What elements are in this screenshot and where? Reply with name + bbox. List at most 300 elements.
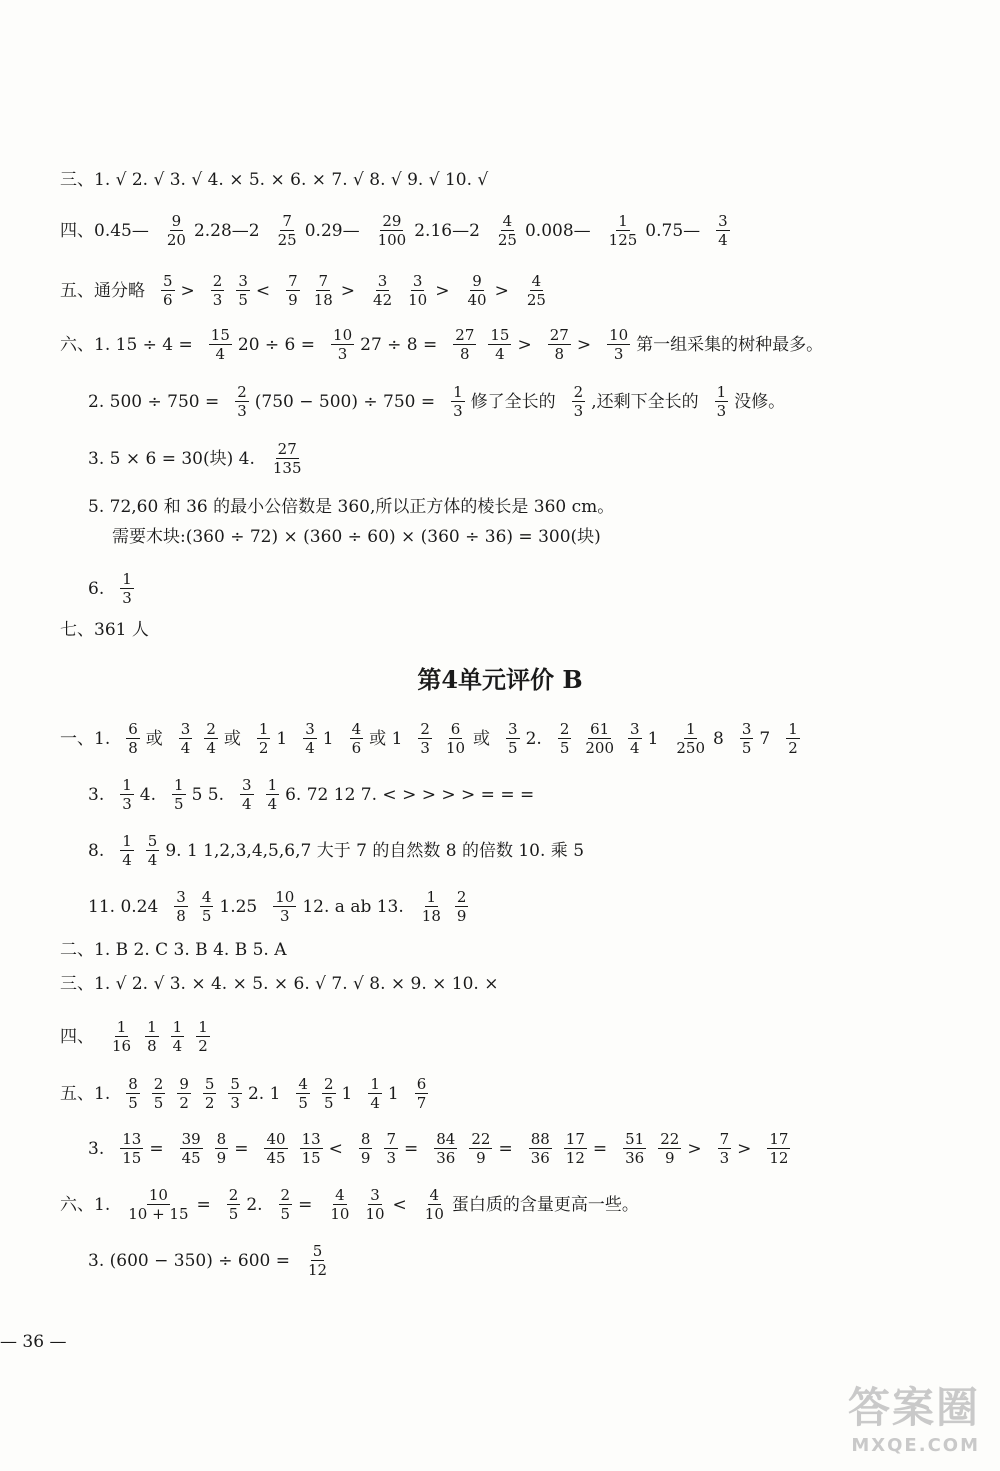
fraction-numerator: 3	[180, 720, 191, 738]
answer-text: 或	[223, 728, 241, 749]
fraction-numerator: 15	[490, 326, 510, 344]
fraction-denominator: 12	[769, 1149, 789, 1167]
answer-text: 0.29—	[304, 220, 360, 241]
answer-text: 2.16—2	[414, 220, 480, 241]
answer-text: 0.008—	[524, 220, 591, 241]
fraction-denominator: 4	[718, 231, 728, 249]
answer-line	[60, 326, 1000, 363]
answer-text: >	[576, 334, 592, 355]
fraction	[209, 326, 232, 363]
answer-text: 9. 1 1,2,3,4,5,6,7 大于 7 的自然数 8 的倍数 10. 乘 5	[165, 840, 585, 861]
answer-line	[88, 1130, 1000, 1167]
fraction-numerator: 5	[230, 1075, 240, 1093]
answer-text: 六、1. 15 ÷ 4 =	[60, 334, 193, 355]
fraction-denominator: 36	[625, 1149, 645, 1167]
fraction-numerator: 10	[333, 326, 353, 344]
fraction-denominator: 18	[421, 907, 441, 925]
answer-text: >	[494, 280, 509, 301]
fraction-numerator: 84	[436, 1130, 456, 1148]
fraction-numerator: 7	[719, 1130, 730, 1148]
fraction	[488, 326, 511, 363]
fraction	[152, 1075, 166, 1112]
fraction	[786, 720, 800, 757]
fraction-denominator: 4	[242, 795, 252, 813]
fraction	[506, 720, 520, 757]
fraction-denominator: 4	[180, 739, 191, 757]
fraction	[376, 212, 409, 249]
fraction-denominator: 20	[166, 231, 186, 249]
answer-line	[60, 720, 1000, 757]
fraction-numerator: 2	[456, 888, 467, 906]
fraction	[196, 1018, 210, 1055]
fraction	[674, 720, 707, 757]
fraction-numerator: 4	[502, 212, 513, 230]
fraction	[266, 776, 280, 813]
fraction	[331, 326, 354, 363]
fraction	[418, 720, 432, 757]
fraction	[172, 776, 186, 813]
fraction-denominator: 5	[128, 1094, 138, 1112]
fraction	[203, 1075, 217, 1112]
fraction-denominator: 4	[206, 739, 216, 757]
fraction-denominator: 9	[216, 1149, 227, 1167]
fraction-numerator: 4	[335, 1186, 345, 1204]
fraction-denominator: 2	[204, 1094, 215, 1112]
fraction	[306, 1242, 329, 1279]
fraction-numerator: 15	[210, 326, 230, 344]
fraction	[300, 1130, 323, 1167]
fraction-denominator: 9	[664, 1149, 675, 1167]
fraction-numerator: 13	[122, 1130, 142, 1148]
fraction-numerator: 6	[450, 720, 461, 738]
fraction-denominator: 5	[201, 907, 212, 925]
fraction	[126, 720, 140, 757]
answer-line	[88, 440, 1000, 477]
fraction-numerator: 8	[216, 1130, 227, 1148]
answer-line	[60, 1186, 1000, 1223]
answer-line	[60, 272, 1000, 309]
fraction-denominator: 3	[212, 291, 223, 309]
fraction-denominator: 200	[585, 739, 615, 757]
fraction-numerator: 1	[172, 1018, 183, 1036]
fraction-denominator: 4	[215, 345, 226, 363]
fraction-denominator: 7	[416, 1094, 427, 1112]
fraction-denominator: 3	[386, 1149, 396, 1167]
fraction-numerator: 1	[122, 570, 132, 588]
fraction-denominator: 15	[122, 1149, 142, 1167]
fraction	[469, 1130, 492, 1167]
fraction-numerator: 1	[788, 720, 798, 738]
fraction-numerator: 9	[179, 1075, 189, 1093]
fraction-denominator: 9	[476, 1149, 486, 1167]
fraction-denominator: 5	[153, 1094, 164, 1112]
answer-text: 5. 72,60 和 36 的最小公倍数是 360,所以正方体的棱长是 360 cm。	[88, 497, 615, 517]
fraction-numerator: 22	[471, 1130, 491, 1148]
fraction-denominator: 3	[337, 345, 348, 363]
answer-text: 3. (600 − 350) ÷ 600 =	[88, 1250, 290, 1271]
answer-text: 12. a ab 13.	[302, 896, 404, 917]
fraction-denominator: 5	[508, 739, 518, 757]
answer-text: 四、0.45—	[60, 220, 149, 241]
fraction-denominator: 10	[330, 1205, 350, 1223]
answer-line	[60, 1075, 1000, 1112]
fraction	[165, 212, 188, 249]
answer-line	[88, 776, 1000, 813]
answer-line	[88, 497, 1000, 517]
fraction-numerator: 1	[258, 720, 269, 738]
fraction	[623, 1130, 646, 1167]
fraction-denominator: 2	[788, 739, 798, 757]
fraction	[548, 326, 571, 363]
fraction	[415, 1075, 429, 1112]
answer-text: 4.	[139, 784, 157, 805]
fraction	[174, 888, 188, 925]
answer-text: >	[435, 280, 450, 301]
fraction-numerator: 3	[508, 720, 518, 738]
fraction-numerator: 7	[318, 272, 328, 290]
fraction-denominator: 4	[370, 1094, 380, 1112]
fraction-numerator: 3	[412, 272, 423, 290]
fraction-denominator: 8	[128, 739, 138, 757]
fraction	[350, 720, 364, 757]
fraction	[715, 383, 729, 420]
answer-text: 1	[341, 1083, 353, 1104]
answer-text: 需要木块:(360 ÷ 72) × (360 ÷ 60) × (360 ÷ 36) = 300(块)	[112, 527, 601, 547]
answer-text: 6. 72 12 7. < > > > > = = =	[285, 784, 535, 805]
answer-text: =	[498, 1138, 513, 1159]
fraction	[276, 212, 299, 249]
answer-text: 2.	[525, 728, 542, 749]
fraction-numerator: 27	[277, 440, 297, 458]
fraction-denominator: 36	[530, 1149, 550, 1167]
fraction	[236, 272, 250, 309]
answer-line	[112, 527, 1000, 547]
fraction-numerator: 3	[305, 720, 315, 738]
fraction-denominator: 16	[112, 1037, 132, 1055]
fraction-numerator: 1	[685, 720, 696, 738]
fraction-denominator: 2	[179, 1094, 189, 1112]
watermark-logo-text: 答案圈	[847, 1383, 980, 1432]
fraction-denominator: 5	[741, 739, 752, 757]
answer-text: 3.	[88, 1138, 105, 1159]
answer-text: 7	[759, 728, 771, 749]
fraction-numerator: 9	[472, 272, 482, 290]
fraction-denominator: 125	[608, 231, 638, 249]
fraction-denominator: 4	[305, 739, 315, 757]
section-heading: 第4单元评价 B	[417, 665, 583, 694]
fraction-denominator: 40	[467, 291, 487, 309]
fraction-denominator: 4	[147, 851, 158, 869]
fraction-denominator: 3	[237, 402, 247, 420]
fraction-denominator: 250	[676, 739, 706, 757]
fraction-denominator: 12	[565, 1149, 585, 1167]
fraction-denominator: 9	[288, 291, 298, 309]
fraction-numerator: 5	[312, 1242, 323, 1260]
answer-text: 6.	[88, 578, 105, 599]
answer-text: 0.75—	[645, 220, 701, 241]
answer-text: 五、1.	[60, 1083, 111, 1104]
fraction-numerator: 51	[625, 1130, 645, 1148]
fraction-numerator: 2	[323, 1075, 334, 1093]
fraction-numerator: 1	[267, 776, 278, 794]
fraction-numerator: 4	[201, 888, 212, 906]
fraction-numerator: 6	[416, 1075, 427, 1093]
fraction	[161, 272, 175, 309]
watermark	[848, 1375, 980, 1456]
fraction	[227, 1186, 241, 1223]
fraction-numerator: 1	[426, 888, 437, 906]
fraction-denominator: 3	[716, 402, 727, 420]
fraction	[363, 1186, 386, 1223]
fraction	[120, 832, 134, 869]
fraction	[303, 720, 317, 757]
fraction-denominator: 100	[377, 231, 407, 249]
fraction	[496, 212, 519, 249]
fraction	[211, 272, 225, 309]
fraction-numerator: 5	[163, 272, 173, 290]
fraction-numerator: 3	[630, 720, 640, 738]
answer-text: 1	[387, 1083, 399, 1104]
fraction	[564, 1130, 587, 1167]
fraction	[767, 1130, 790, 1167]
answer-text: 修了全长的	[470, 391, 556, 412]
fraction-numerator: 13	[301, 1130, 321, 1148]
fraction	[444, 720, 467, 757]
fraction-numerator: 10	[275, 888, 295, 906]
fraction-numerator: 2	[280, 1186, 291, 1204]
fraction	[423, 1186, 446, 1223]
answer-line	[60, 620, 1000, 640]
fraction-denominator: 4	[172, 1037, 183, 1055]
fraction	[558, 720, 572, 757]
answer-text: 3.	[88, 784, 105, 805]
fraction	[465, 272, 488, 309]
watermark-url: MXQE.COM	[851, 1435, 980, 1456]
fraction	[120, 1130, 143, 1167]
fraction-denominator: 9	[456, 907, 467, 925]
fraction	[368, 1075, 382, 1112]
answer-text: 蛋白质的含量更高一些。	[451, 1194, 639, 1215]
fraction-numerator: 4	[298, 1075, 308, 1093]
answer-line	[60, 940, 1000, 960]
answer-text: >	[517, 334, 532, 355]
fraction-numerator: 2	[559, 720, 570, 738]
answer-text: 或 1	[369, 728, 403, 749]
fraction-numerator: 27	[455, 326, 475, 344]
answer-line	[88, 832, 1000, 869]
fraction-numerator: 1	[618, 212, 628, 230]
answer-text: 2.28—2	[193, 220, 260, 241]
fraction	[228, 1075, 242, 1112]
fraction-denominator: 5	[228, 1205, 239, 1223]
fraction-denominator: 4	[267, 795, 278, 813]
answer-line	[60, 1018, 1000, 1055]
answer-text: 五、通分略	[60, 280, 145, 301]
fraction	[179, 720, 193, 757]
fraction	[145, 1018, 159, 1055]
fraction-numerator: 2	[237, 383, 247, 401]
fraction	[658, 1130, 681, 1167]
fraction-denominator: 10	[408, 291, 428, 309]
fraction	[716, 212, 730, 249]
fraction-denominator: 6	[163, 291, 173, 309]
fraction	[312, 272, 335, 309]
answer-text: 四、	[60, 1026, 94, 1047]
fraction-denominator: 5	[323, 1094, 334, 1112]
fraction	[583, 720, 616, 757]
fraction	[455, 888, 469, 925]
fraction-denominator: 3	[420, 739, 430, 757]
answer-text: 没修。	[734, 391, 786, 412]
fraction-numerator: 3	[718, 212, 728, 230]
answer-text: 1.25	[219, 896, 258, 917]
answer-line	[88, 888, 1000, 925]
fraction	[406, 272, 429, 309]
fraction	[371, 272, 394, 309]
fraction-numerator: 4	[351, 720, 362, 738]
fraction	[607, 326, 630, 363]
fraction	[120, 570, 134, 607]
fraction-numerator: 3	[370, 1186, 380, 1204]
fraction	[126, 1186, 190, 1223]
fraction-numerator: 17	[565, 1130, 585, 1148]
fraction	[740, 720, 754, 757]
answer-text: =	[298, 1194, 313, 1215]
fraction-numerator: 10	[609, 326, 629, 344]
fraction-numerator: 1	[116, 1018, 127, 1036]
fraction	[177, 1075, 191, 1112]
fraction-denominator: 135	[272, 459, 302, 477]
fraction	[420, 888, 443, 925]
fraction-denominator: 45	[181, 1149, 201, 1167]
answer-text: (750 − 500) ÷ 750 =	[254, 391, 436, 412]
answer-text: 3. 5 × 6 = 30(块) 4.	[88, 448, 255, 469]
answer-text: 11. 0.24	[88, 896, 159, 917]
fraction-numerator: 2	[573, 383, 584, 401]
fraction-denominator: 10	[445, 739, 466, 757]
fraction-denominator: 18	[313, 291, 333, 309]
fraction-numerator: 5	[204, 1075, 215, 1093]
fraction-numerator: 2	[228, 1186, 239, 1204]
fraction	[240, 776, 254, 813]
fraction-numerator: 3	[377, 272, 388, 290]
fraction-denominator: 4	[495, 345, 505, 363]
fraction-denominator: 5	[238, 291, 248, 309]
fraction-denominator: 3	[122, 795, 132, 813]
fraction	[607, 212, 640, 249]
fraction	[286, 272, 300, 309]
answer-line	[60, 974, 1000, 994]
fraction	[453, 326, 476, 363]
answer-line	[88, 570, 1000, 607]
fraction-denominator: 4	[630, 739, 640, 757]
fraction-numerator: 3	[238, 272, 248, 290]
fraction-numerator: 39	[181, 1130, 201, 1148]
fraction-denominator: 25	[277, 231, 297, 249]
fraction-numerator: 17	[769, 1130, 789, 1148]
answer-text: =	[149, 1138, 164, 1159]
fraction	[264, 1130, 287, 1167]
fraction-denominator: 10 + 15	[128, 1205, 189, 1223]
fraction-numerator: 8	[128, 1075, 138, 1093]
fraction	[215, 1130, 229, 1167]
fraction-denominator: 3	[280, 907, 290, 925]
fraction-denominator: 8	[554, 345, 565, 363]
answer-line	[60, 170, 1000, 190]
fraction	[273, 888, 296, 925]
fraction	[271, 440, 304, 477]
fraction-numerator: 4	[531, 272, 542, 290]
fraction-numerator: 1	[122, 832, 132, 850]
fraction-numerator: 2	[420, 720, 430, 738]
fraction-denominator: 3	[719, 1149, 730, 1167]
fraction-denominator: 4	[122, 851, 132, 869]
fraction-numerator: 10	[148, 1186, 168, 1204]
fraction	[434, 1130, 457, 1167]
answer-text: 5 5.	[191, 784, 225, 805]
fraction-denominator: 3	[613, 345, 624, 363]
fraction-numerator: 5	[147, 832, 158, 850]
fraction	[279, 1186, 293, 1223]
fraction-numerator: 3	[176, 888, 186, 906]
answer-text: 20 ÷ 6 =	[237, 334, 316, 355]
fraction	[235, 383, 249, 420]
fraction	[529, 1130, 552, 1167]
answer-text: 8	[713, 728, 724, 749]
answer-text: =	[592, 1138, 608, 1159]
fraction	[525, 272, 548, 309]
fraction	[384, 1130, 398, 1167]
fraction-numerator: 1	[716, 383, 727, 401]
fraction-denominator: 2	[258, 739, 269, 757]
answer-text: 六、1.	[60, 1194, 111, 1215]
fraction	[171, 1018, 185, 1055]
fraction-denominator: 3	[230, 1094, 240, 1112]
fraction	[328, 1186, 351, 1223]
answer-text: 1	[322, 728, 334, 749]
answer-text: 三、1. √ 2. √ 3. × 4. × 5. × 6. √ 7. √ 8. × 9. × 10. ×	[60, 974, 499, 994]
answer-text: 27 ÷ 8 =	[360, 334, 438, 355]
answer-text: <	[328, 1138, 343, 1159]
answer-text: 2. 500 ÷ 750 =	[88, 391, 220, 412]
fraction-numerator: 22	[660, 1130, 680, 1148]
fraction-numerator: 7	[282, 212, 292, 230]
fraction	[322, 1075, 336, 1112]
fraction	[126, 1075, 140, 1112]
fraction-denominator: 45	[266, 1149, 286, 1167]
fraction-denominator: 42	[373, 291, 393, 309]
fraction	[110, 1018, 133, 1055]
fraction-numerator: 1	[174, 776, 184, 794]
fraction-denominator: 3	[573, 402, 584, 420]
fraction-numerator: 1	[147, 1018, 157, 1036]
answer-text: <	[255, 280, 271, 301]
fraction-numerator: 7	[386, 1130, 396, 1148]
answer-text: 一、1.	[60, 728, 111, 749]
fraction-denominator: 8	[147, 1037, 157, 1055]
fraction-denominator: 25	[526, 291, 546, 309]
fraction-denominator: 5	[559, 739, 570, 757]
fraction-numerator: 1	[453, 383, 463, 401]
fraction-denominator: 36	[436, 1149, 456, 1167]
fraction-numerator: 40	[266, 1130, 286, 1148]
fraction-numerator: 1	[370, 1075, 380, 1093]
answer-text: =	[234, 1138, 249, 1159]
fraction-numerator: 9	[171, 212, 182, 230]
answer-text: >	[737, 1138, 752, 1159]
answer-text: >	[340, 280, 356, 301]
answer-text: 二、1. B 2. C 3. B 4. B 5. A	[60, 940, 287, 960]
